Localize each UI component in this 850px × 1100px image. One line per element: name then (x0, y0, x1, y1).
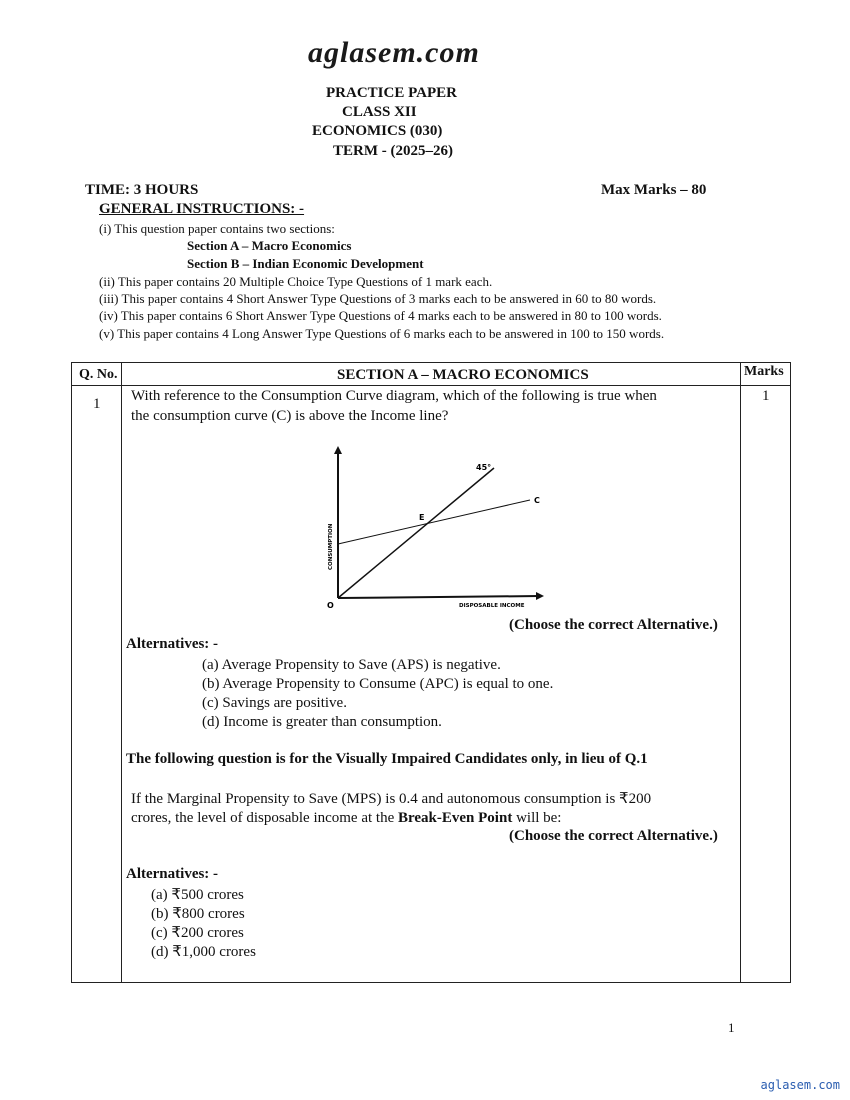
question-text-line1: With reference to the Consumption Curve diagram, which of the following is true when (131, 388, 657, 404)
vi-question-line2-post: will be: (512, 810, 562, 826)
visually-impaired-note: The following question is for the Visually Impaired Candidates only, in lieu of Q.1 (126, 751, 648, 767)
footer-link[interactable]: aglasem.com (760, 1078, 840, 1092)
label-e: E (419, 513, 425, 522)
question-marks: 1 (762, 388, 770, 404)
column-header-section: SECTION A – MACRO ECONOMICS (337, 367, 589, 383)
choose-instruction-2: (Choose the correct Alternative.) (509, 828, 718, 844)
vi-question-line1: If the Marginal Propensity to Save (MPS) is 0.4 and autonomous consumption is ₹200 (131, 791, 652, 807)
vi-alternative-b: (b) ₹800 crores (151, 906, 245, 922)
label-o: O (327, 601, 334, 610)
break-even-point-term: Break-Even Point (398, 810, 513, 826)
subject-label: ECONOMICS (030) (312, 123, 443, 139)
vi-alternative-a: (a) ₹500 crores (151, 887, 244, 903)
class-label: CLASS XII (342, 104, 417, 120)
max-marks-label: Max Marks – 80 (601, 182, 707, 198)
alternative-d: (d) Income is greater than consumption. (202, 714, 442, 730)
instructions-title: GENERAL INSTRUCTIONS: - (99, 201, 305, 217)
instruction-v: (v) This paper contains 4 Long Answer Type Questions of 6 marks each to be answered in 100 to 150 words. (99, 326, 665, 341)
site-logo: aglasem.com (308, 36, 480, 69)
alternative-b: (b) Average Propensity to Consume (APC) is equal to one. (202, 676, 554, 692)
vi-alternative-c: (c) ₹200 crores (151, 925, 244, 941)
question-number: 1 (93, 396, 101, 412)
paper-title: PRACTICE PAPER (326, 85, 457, 101)
choose-instruction-1: (Choose the correct Alternative.) (509, 617, 718, 633)
instruction-section-b: Section B – Indian Economic Development (187, 256, 424, 271)
consumption-curve (338, 500, 530, 544)
y-axis-label: CONSUMPTION (328, 523, 334, 570)
label-c: C (534, 496, 540, 505)
column-header-marks: Marks (744, 364, 784, 379)
x-axis-label: DISPOSABLE INCOME (459, 603, 525, 609)
instruction-section-a: Section A – Macro Economics (187, 238, 352, 253)
alternative-a: (a) Average Propensity to Save (APS) is negative. (202, 657, 501, 673)
alternatives-title-2: Alternatives: - (126, 866, 219, 882)
time-label: TIME: 3 HOURS (85, 182, 199, 198)
vi-question-line2 (131, 809, 561, 828)
income-line-45 (338, 468, 494, 598)
instruction-iii: (iii) This paper contains 4 Short Answer Type Questions of 3 marks each to be answered in 60 to 80 words. (99, 291, 657, 306)
column-header-qno: Q. No. (79, 367, 118, 382)
instruction-iv: (iv) This paper contains 6 Short Answer Type Questions of 4 marks each to be answered in 80 to 100 words. (99, 308, 662, 323)
instruction-ii: (ii) This paper contains 20 Multiple Choice Type Questions of 1 mark each. (99, 274, 493, 289)
term-label: TERM - (2025–26) (333, 143, 453, 159)
x-axis (338, 596, 540, 598)
instruction-i: (i) This question paper contains two sections: (99, 221, 335, 236)
vi-question-line2-pre: crores, the level of disposable income at the (131, 810, 398, 826)
alternatives-title-1: Alternatives: - (126, 636, 219, 652)
alternative-c: (c) Savings are positive. (202, 695, 347, 711)
label-45: 45° (476, 463, 492, 472)
vi-alternative-d: (d) ₹1,000 crores (151, 944, 256, 960)
consumption-curve-diagram (318, 442, 550, 612)
page-number: 1 (728, 1020, 735, 1035)
question-text-line2: the consumption curve (C) is above the Income line? (131, 408, 449, 424)
